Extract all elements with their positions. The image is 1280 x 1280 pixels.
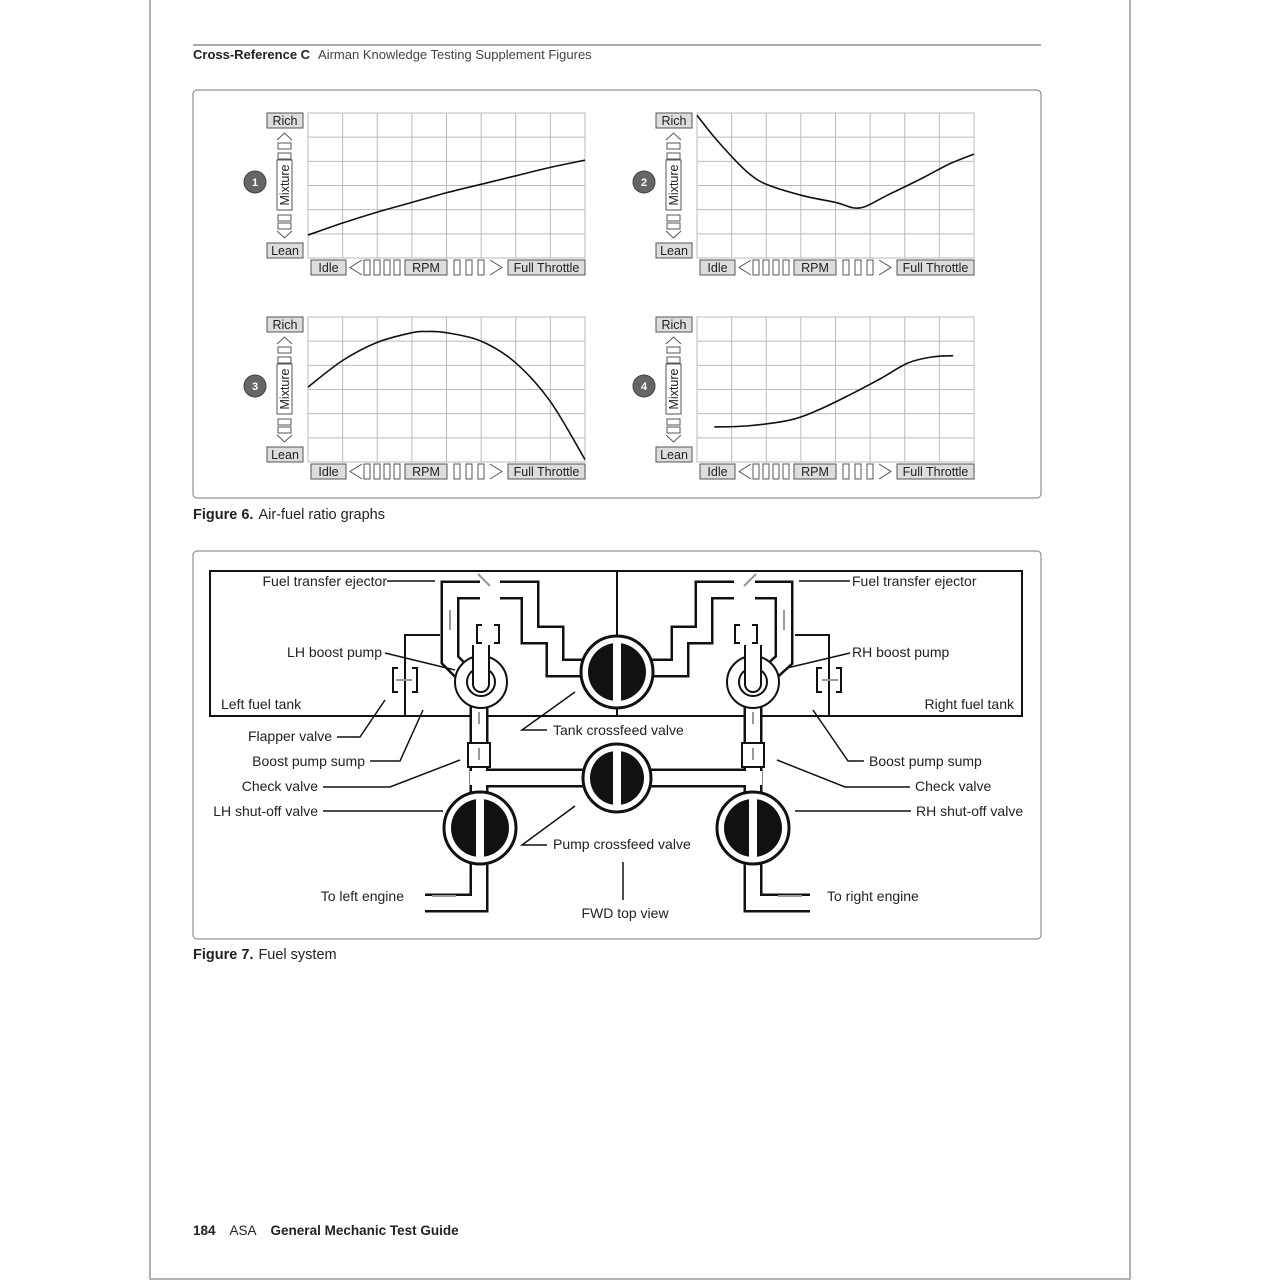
y-axis-bar	[278, 427, 291, 433]
x-left-label: Idle	[318, 261, 339, 275]
x-axis-bar	[867, 260, 873, 275]
chart-number: 4	[640, 381, 648, 393]
y-axis-bar	[667, 143, 680, 149]
label-lh-boost-pump: LH boost pump	[287, 644, 382, 660]
x-axis-bar	[783, 464, 789, 479]
y-axis-label: Mixture	[667, 368, 681, 410]
x-axis-bar	[867, 464, 873, 479]
x-right-label: Full Throttle	[513, 465, 580, 479]
y-top-label: Rich	[272, 318, 298, 332]
y-top-label: Rich	[272, 114, 298, 128]
chart-number: 2	[640, 177, 648, 189]
x-axis-bar	[394, 260, 400, 275]
label-fwd: FWD top view	[581, 905, 669, 921]
y-axis-bar	[667, 427, 680, 433]
header	[193, 47, 592, 62]
y-axis-label: Mixture	[278, 368, 292, 410]
y-axis-bar	[278, 419, 291, 425]
x-axis-bar	[843, 260, 849, 275]
x-axis-bar	[374, 260, 380, 275]
tank-crossfeed-valve	[581, 636, 653, 708]
x-center-label: RPM	[801, 261, 829, 275]
x-left-label: Idle	[318, 465, 339, 479]
label-lh-sump: Boost pump sump	[252, 753, 365, 769]
figure7-caption-text: Fuel system	[258, 947, 337, 963]
x-axis-bar	[364, 260, 370, 275]
footer	[193, 1223, 459, 1238]
x-axis-bar	[384, 464, 390, 479]
x-axis-bar	[773, 260, 779, 275]
x-axis-bar	[364, 464, 370, 479]
y-bottom-label: Lean	[271, 244, 299, 258]
lh-shutoff-valve	[444, 792, 516, 864]
x-right-label: Full Throttle	[902, 465, 969, 479]
chart-number: 3	[251, 381, 259, 393]
figure6-caption-text: Air-fuel ratio graphs	[258, 507, 385, 523]
label-lh-check: Check valve	[241, 778, 318, 794]
y-axis-bar	[278, 143, 291, 149]
x-left-label: Idle	[707, 261, 728, 275]
header-section: Cross-Reference C	[193, 47, 311, 62]
x-axis-bar	[454, 464, 460, 479]
x-axis-bar	[855, 464, 861, 479]
figure7-caption-label: Figure 7.	[193, 947, 254, 963]
x-axis-bar	[753, 260, 759, 275]
x-axis-bar	[466, 260, 472, 275]
y-axis-bar	[667, 357, 680, 363]
label-lh-ejector: Fuel transfer ejector	[262, 573, 387, 589]
footer-page-number: 184	[193, 1223, 216, 1238]
y-axis-bar	[278, 215, 291, 221]
rh-shutoff-valve	[717, 792, 789, 864]
x-axis-bar	[843, 464, 849, 479]
y-axis-bar	[667, 153, 680, 159]
y-axis-bar	[667, 223, 680, 229]
header-title: Airman Knowledge Testing Supplement Figures	[318, 47, 592, 62]
label-rh-boost-pump: RH boost pump	[852, 644, 950, 660]
label-left-engine: To left engine	[320, 888, 404, 904]
x-center-label: RPM	[412, 261, 440, 275]
x-axis-bar	[478, 464, 484, 479]
x-axis-bar	[478, 260, 484, 275]
y-axis-bar	[278, 347, 291, 353]
figure6-caption	[193, 507, 385, 523]
figure7-caption	[193, 947, 337, 963]
x-axis-bar	[454, 260, 460, 275]
label-flapper-valve: Flapper valve	[247, 728, 332, 744]
label-pump-crossfeed: Pump crossfeed valve	[553, 836, 691, 852]
y-bottom-label: Lean	[660, 448, 688, 462]
y-bottom-label: Lean	[660, 244, 688, 258]
label-rh-check: Check valve	[915, 778, 992, 794]
label-lh-shutoff: LH shut-off valve	[213, 803, 318, 819]
x-axis-bar	[374, 464, 380, 479]
x-axis-bar	[753, 464, 759, 479]
y-bottom-label: Lean	[271, 448, 299, 462]
y-top-label: Rich	[661, 114, 687, 128]
label-tank-crossfeed: Tank crossfeed valve	[553, 722, 684, 738]
label-right-engine: To right engine	[827, 888, 919, 904]
y-axis-bar	[278, 357, 291, 363]
x-axis-bar	[466, 464, 472, 479]
x-right-label: Full Throttle	[902, 261, 969, 275]
y-top-label: Rich	[661, 318, 687, 332]
x-axis-bar	[394, 464, 400, 479]
y-axis-label: Mixture	[667, 164, 681, 206]
y-axis-bar	[667, 419, 680, 425]
x-axis-bar	[384, 260, 390, 275]
pump-crossfeed-valve	[583, 744, 651, 812]
y-axis-bar	[667, 215, 680, 221]
x-axis-bar	[783, 260, 789, 275]
x-right-label: Full Throttle	[513, 261, 580, 275]
label-rh-ejector: Fuel transfer ejector	[852, 573, 977, 589]
y-axis-bar	[278, 153, 291, 159]
y-axis-label: Mixture	[278, 164, 292, 206]
label-rh-shutoff: RH shut-off valve	[916, 803, 1024, 819]
x-left-label: Idle	[707, 465, 728, 479]
x-axis-bar	[763, 464, 769, 479]
label-rh-sump: Boost pump sump	[869, 753, 982, 769]
label-left-tank: Left fuel tank	[221, 696, 302, 712]
y-axis-bar	[667, 347, 680, 353]
x-axis-bar	[763, 260, 769, 275]
x-center-label: RPM	[801, 465, 829, 479]
figure6-caption-label: Figure 6.	[193, 507, 254, 523]
x-center-label: RPM	[412, 465, 440, 479]
y-axis-bar	[278, 223, 291, 229]
footer-title: General Mechanic Test Guide	[270, 1223, 459, 1238]
x-axis-bar	[855, 260, 861, 275]
footer-publisher: ASA	[229, 1223, 257, 1238]
label-right-tank: Right fuel tank	[924, 696, 1014, 712]
chart-number: 1	[251, 177, 259, 189]
x-axis-bar	[773, 464, 779, 479]
